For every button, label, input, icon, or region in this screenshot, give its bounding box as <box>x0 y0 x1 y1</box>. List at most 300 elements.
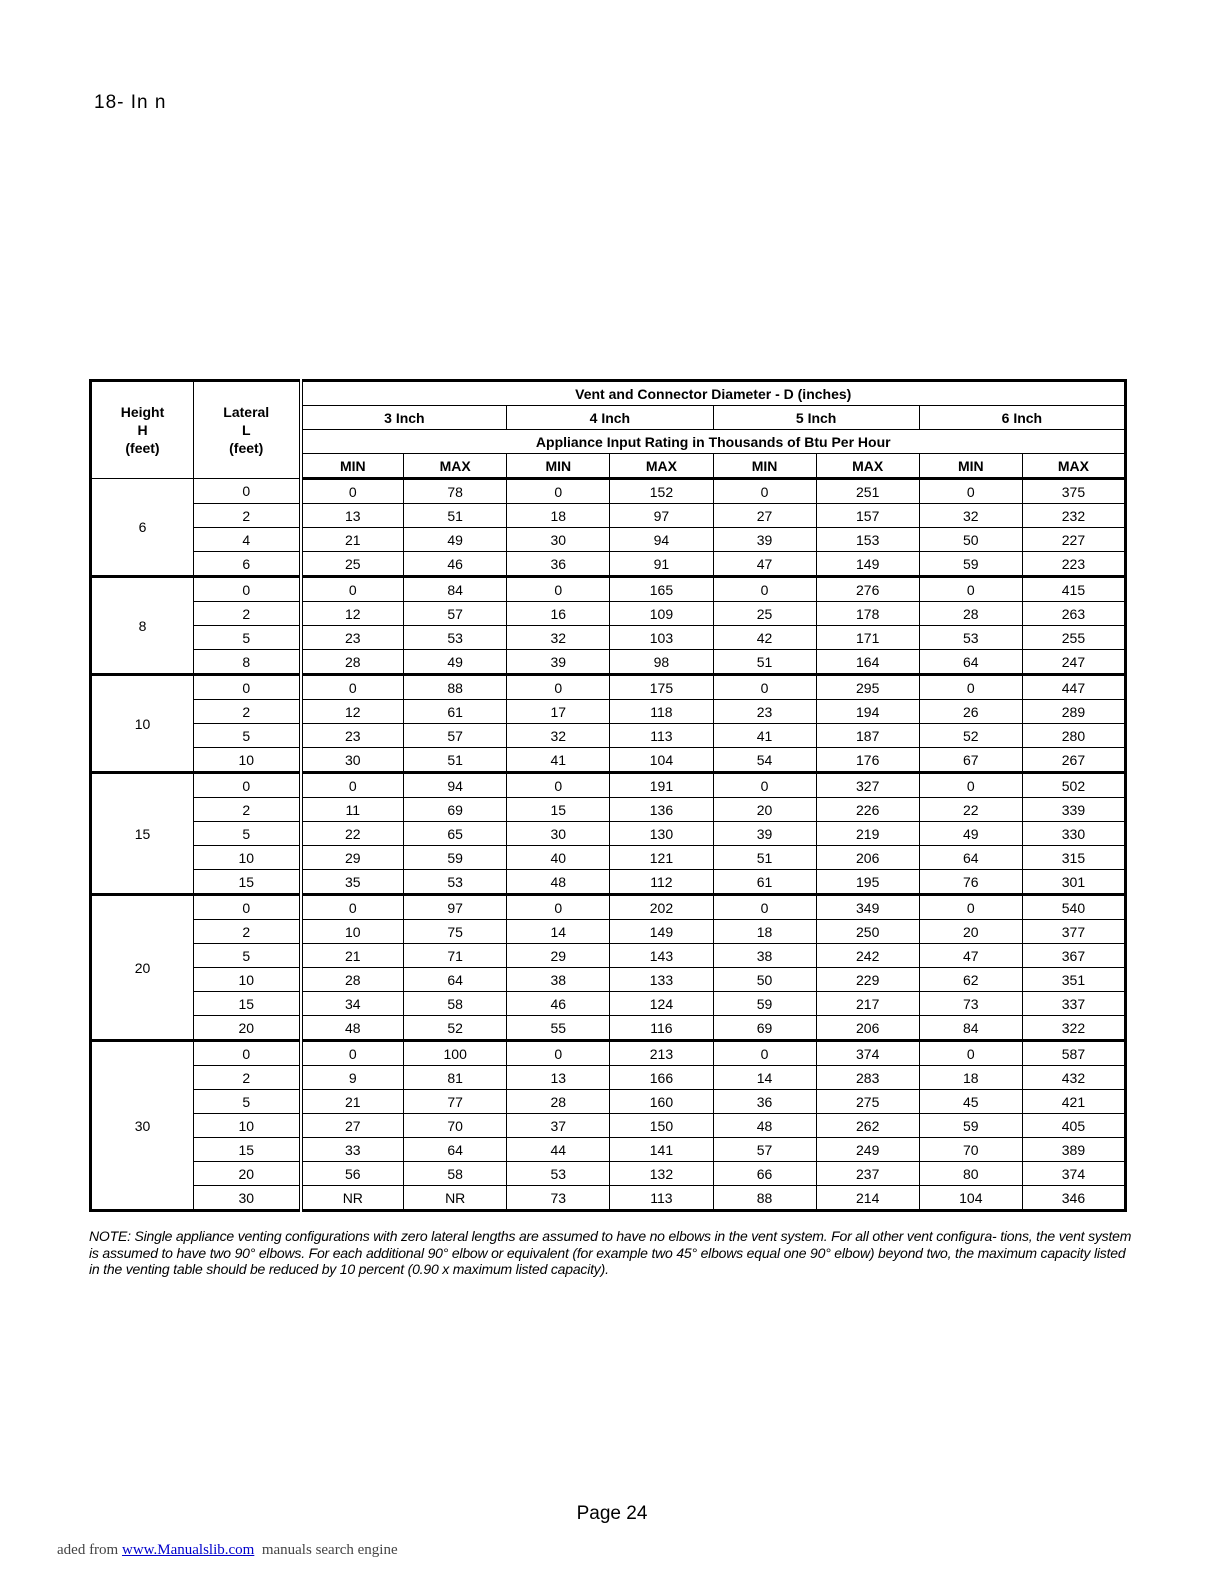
min-value: 0 <box>713 479 816 504</box>
height-value: 30 <box>91 1041 194 1211</box>
lateral-value: 5 <box>194 822 301 846</box>
min-value: 59 <box>919 552 1022 577</box>
table-row <box>91 724 1126 748</box>
min-value: 21 <box>301 1090 404 1114</box>
min-value: 53 <box>507 1162 610 1186</box>
max-value: 232 <box>1022 504 1125 528</box>
min-value: 0 <box>919 577 1022 602</box>
min-value: 45 <box>919 1090 1022 1114</box>
max-value: 176 <box>816 748 919 773</box>
max-value: 206 <box>816 846 919 870</box>
lateral-value: 10 <box>194 748 301 773</box>
lateral-value: 5 <box>194 1090 301 1114</box>
height-value: 8 <box>91 577 194 675</box>
min-value: 23 <box>301 724 404 748</box>
max-value: 49 <box>404 528 507 552</box>
max-value: 374 <box>1022 1162 1125 1186</box>
min-value: 54 <box>713 748 816 773</box>
min-value: 29 <box>301 846 404 870</box>
max-value: 227 <box>1022 528 1125 552</box>
rating-header: Appliance Input Rating in Thousands of Btu Per Hour <box>301 430 1126 454</box>
max-value: 202 <box>610 895 713 920</box>
lateral-value: 2 <box>194 798 301 822</box>
table-row <box>91 944 1126 968</box>
min-value: 39 <box>713 822 816 846</box>
max-value: 206 <box>816 1016 919 1041</box>
height-value: 6 <box>91 479 194 577</box>
lateral-value: 4 <box>194 528 301 552</box>
max-value: 88 <box>404 675 507 700</box>
lateral-value: 0 <box>194 895 301 920</box>
min-value: 28 <box>301 968 404 992</box>
min-value: 32 <box>507 724 610 748</box>
max-value: 58 <box>404 1162 507 1186</box>
max-value: 71 <box>404 944 507 968</box>
max-header: MAX <box>404 454 507 479</box>
max-value: 330 <box>1022 822 1125 846</box>
max-value: 250 <box>816 920 919 944</box>
table-row <box>91 1138 1126 1162</box>
max-value: 65 <box>404 822 507 846</box>
max-value: 315 <box>1022 846 1125 870</box>
max-value: 57 <box>404 602 507 626</box>
min-value: 49 <box>919 822 1022 846</box>
footer-prefix: aded from <box>57 1542 122 1558</box>
table-row <box>91 773 1126 798</box>
lateral-value: 2 <box>194 504 301 528</box>
max-value: 214 <box>816 1186 919 1211</box>
max-value: 116 <box>610 1016 713 1041</box>
table-row <box>91 1162 1126 1186</box>
min-value: 23 <box>713 700 816 724</box>
min-value: 39 <box>713 528 816 552</box>
min-value: 64 <box>919 650 1022 675</box>
table-row <box>91 1186 1126 1211</box>
diameter-6-inch: 6 Inch <box>919 406 1125 430</box>
max-value: 166 <box>610 1066 713 1090</box>
min-value: 30 <box>301 748 404 773</box>
min-value: 35 <box>301 870 404 895</box>
lateral-value: 30 <box>194 1186 301 1211</box>
max-value: 349 <box>816 895 919 920</box>
min-value: 51 <box>713 846 816 870</box>
min-value: 14 <box>713 1066 816 1090</box>
min-value: 16 <box>507 602 610 626</box>
lateral-value: 10 <box>194 846 301 870</box>
max-value: 165 <box>610 577 713 602</box>
min-value: 25 <box>301 552 404 577</box>
min-value: 46 <box>507 992 610 1016</box>
max-value: 249 <box>816 1138 919 1162</box>
min-value: 51 <box>713 650 816 675</box>
lateral-value: 2 <box>194 700 301 724</box>
diameter-3-inch: 3 Inch <box>301 406 507 430</box>
max-value: 64 <box>404 1138 507 1162</box>
max-value: 70 <box>404 1114 507 1138</box>
max-value: 195 <box>816 870 919 895</box>
table-row <box>91 920 1126 944</box>
min-value: 61 <box>713 870 816 895</box>
max-value: 283 <box>816 1066 919 1090</box>
min-value: 104 <box>919 1186 1022 1211</box>
table-row <box>91 992 1126 1016</box>
max-value: 502 <box>1022 773 1125 798</box>
venting-note: NOTE: Single appliance venting configurations with zero lateral lengths are assumed to have no elbows in the vent system. For all other vent configura- tions, the vent system is assumed to have two 90° elbows. For each additional 90° elbow or equivalent (for example two 45° elbows equal one 90° elbow) beyond two, the maximum capacity listed in the venting table should be reduced by 10 percent (0.90 x maximum listed capacity). <box>89 1228 1132 1277</box>
min-value: 48 <box>507 870 610 895</box>
min-value: 40 <box>507 846 610 870</box>
min-value: 0 <box>507 773 610 798</box>
max-value: 339 <box>1022 798 1125 822</box>
table-row <box>91 1041 1126 1066</box>
min-value: 33 <box>301 1138 404 1162</box>
min-value: 0 <box>507 577 610 602</box>
height-column-header: Height H (feet) <box>91 381 194 479</box>
max-value: 346 <box>1022 1186 1125 1211</box>
min-value: 0 <box>507 895 610 920</box>
max-value: 143 <box>610 944 713 968</box>
max-value: 61 <box>404 700 507 724</box>
lateral-value: 15 <box>194 992 301 1016</box>
lateral-value: 15 <box>194 870 301 895</box>
min-value: 12 <box>301 602 404 626</box>
min-value: 18 <box>713 920 816 944</box>
max-value: 237 <box>816 1162 919 1186</box>
height-value: 20 <box>91 895 194 1041</box>
min-value: 47 <box>713 552 816 577</box>
max-value: 175 <box>610 675 713 700</box>
min-value: 12 <box>301 700 404 724</box>
max-value: NR <box>404 1186 507 1211</box>
max-value: 157 <box>816 504 919 528</box>
height-value: 15 <box>91 773 194 895</box>
min-value: 70 <box>919 1138 1022 1162</box>
max-value: 219 <box>816 822 919 846</box>
table-row <box>91 700 1126 724</box>
min-value: 0 <box>919 773 1022 798</box>
table-row <box>91 846 1126 870</box>
max-value: 149 <box>610 920 713 944</box>
min-value: 21 <box>301 944 404 968</box>
min-value: 22 <box>919 798 1022 822</box>
max-value: 81 <box>404 1066 507 1090</box>
table-row <box>91 504 1126 528</box>
min-value: 80 <box>919 1162 1022 1186</box>
min-value: 73 <box>507 1186 610 1211</box>
min-value: 29 <box>507 944 610 968</box>
min-value: 41 <box>713 724 816 748</box>
table-row <box>91 895 1126 920</box>
min-value: 56 <box>301 1162 404 1186</box>
min-value: 28 <box>301 650 404 675</box>
min-value: 76 <box>919 870 1022 895</box>
table-row <box>91 968 1126 992</box>
lateral-value: 2 <box>194 602 301 626</box>
lateral-value: 0 <box>194 675 301 700</box>
max-value: 98 <box>610 650 713 675</box>
min-value: 14 <box>507 920 610 944</box>
min-value: NR <box>301 1186 404 1211</box>
min-value: 55 <box>507 1016 610 1041</box>
min-value: 0 <box>919 479 1022 504</box>
min-value: 66 <box>713 1162 816 1186</box>
lateral-value: 5 <box>194 626 301 650</box>
table-row <box>91 798 1126 822</box>
max-value: 229 <box>816 968 919 992</box>
lateral-value: 15 <box>194 1138 301 1162</box>
min-value: 0 <box>301 1041 404 1066</box>
min-value: 59 <box>713 992 816 1016</box>
max-value: 226 <box>816 798 919 822</box>
max-value: 276 <box>816 577 919 602</box>
max-value: 374 <box>816 1041 919 1066</box>
min-value: 50 <box>919 528 1022 552</box>
max-value: 213 <box>610 1041 713 1066</box>
max-value: 351 <box>1022 968 1125 992</box>
min-value: 18 <box>919 1066 1022 1090</box>
max-value: 104 <box>610 748 713 773</box>
max-value: 150 <box>610 1114 713 1138</box>
diameter-4-inch: 4 Inch <box>507 406 713 430</box>
min-value: 0 <box>301 895 404 920</box>
min-value: 9 <box>301 1066 404 1090</box>
max-value: 322 <box>1022 1016 1125 1041</box>
max-value: 263 <box>1022 602 1125 626</box>
max-value: 160 <box>610 1090 713 1114</box>
max-value: 301 <box>1022 870 1125 895</box>
height-value: 10 <box>91 675 194 773</box>
max-value: 69 <box>404 798 507 822</box>
lateral-value: 0 <box>194 479 301 504</box>
max-value: 132 <box>610 1162 713 1186</box>
min-header: MIN <box>301 454 404 479</box>
max-value: 94 <box>404 773 507 798</box>
table-row <box>91 479 1126 504</box>
lateral-value: 0 <box>194 1041 301 1066</box>
lateral-value: 8 <box>194 650 301 675</box>
lateral-column-header: Lateral L (feet) <box>194 381 301 479</box>
min-value: 67 <box>919 748 1022 773</box>
min-value: 36 <box>713 1090 816 1114</box>
min-value: 48 <box>301 1016 404 1041</box>
manualslib-link[interactable]: www.Manualslib.com <box>121 1542 255 1558</box>
min-value: 17 <box>507 700 610 724</box>
max-value: 251 <box>816 479 919 504</box>
min-value: 0 <box>301 479 404 504</box>
page-number: Page 24 <box>576 1503 648 1524</box>
lateral-value: 5 <box>194 944 301 968</box>
min-value: 11 <box>301 798 404 822</box>
max-value: 59 <box>404 846 507 870</box>
min-value: 0 <box>919 895 1022 920</box>
min-value: 37 <box>507 1114 610 1138</box>
page-header-text: 18- In n <box>94 92 167 113</box>
max-value: 113 <box>610 1186 713 1211</box>
table-row <box>91 1090 1126 1114</box>
max-value: 171 <box>816 626 919 650</box>
diameter-5-inch: 5 Inch <box>713 406 919 430</box>
max-value: 49 <box>404 650 507 675</box>
min-value: 39 <box>507 650 610 675</box>
min-value: 13 <box>301 504 404 528</box>
max-value: 53 <box>404 626 507 650</box>
max-header: MAX <box>610 454 713 479</box>
max-value: 247 <box>1022 650 1125 675</box>
lateral-value: 2 <box>194 1066 301 1090</box>
min-value: 69 <box>713 1016 816 1041</box>
min-value: 32 <box>507 626 610 650</box>
max-value: 75 <box>404 920 507 944</box>
lateral-value: 0 <box>194 773 301 798</box>
max-value: 57 <box>404 724 507 748</box>
max-value: 164 <box>816 650 919 675</box>
max-value: 141 <box>610 1138 713 1162</box>
min-value: 50 <box>713 968 816 992</box>
max-value: 242 <box>816 944 919 968</box>
min-value: 18 <box>507 504 610 528</box>
min-value: 57 <box>713 1138 816 1162</box>
lateral-value: 6 <box>194 552 301 577</box>
min-value: 34 <box>301 992 404 1016</box>
max-header: MAX <box>1022 454 1125 479</box>
max-value: 421 <box>1022 1090 1125 1114</box>
max-value: 152 <box>610 479 713 504</box>
min-value: 84 <box>919 1016 1022 1041</box>
min-value: 0 <box>919 1041 1022 1066</box>
max-value: 84 <box>404 577 507 602</box>
max-value: 53 <box>404 870 507 895</box>
min-value: 0 <box>713 895 816 920</box>
max-value: 289 <box>1022 700 1125 724</box>
footer-source <box>57 1542 398 1559</box>
min-header: MIN <box>713 454 816 479</box>
min-value: 0 <box>301 675 404 700</box>
min-value: 15 <box>507 798 610 822</box>
max-value: 97 <box>610 504 713 528</box>
max-value: 194 <box>816 700 919 724</box>
max-value: 103 <box>610 626 713 650</box>
table-row <box>91 1114 1126 1138</box>
max-value: 415 <box>1022 577 1125 602</box>
min-value: 48 <box>713 1114 816 1138</box>
max-value: 133 <box>610 968 713 992</box>
min-value: 21 <box>301 528 404 552</box>
max-value: 178 <box>816 602 919 626</box>
min-value: 26 <box>919 700 1022 724</box>
table-row <box>91 675 1126 700</box>
max-value: 130 <box>610 822 713 846</box>
max-value: 295 <box>816 675 919 700</box>
min-value: 42 <box>713 626 816 650</box>
lateral-value: 5 <box>194 724 301 748</box>
min-value: 0 <box>507 1041 610 1066</box>
max-value: 97 <box>404 895 507 920</box>
min-value: 0 <box>507 675 610 700</box>
max-value: 187 <box>816 724 919 748</box>
max-value: 280 <box>1022 724 1125 748</box>
max-value: 51 <box>404 748 507 773</box>
max-value: 447 <box>1022 675 1125 700</box>
min-value: 20 <box>919 920 1022 944</box>
table-row <box>91 552 1126 577</box>
min-value: 52 <box>919 724 1022 748</box>
max-value: 149 <box>816 552 919 577</box>
min-value: 20 <box>713 798 816 822</box>
max-value: 124 <box>610 992 713 1016</box>
max-value: 587 <box>1022 1041 1125 1066</box>
max-value: 58 <box>404 992 507 1016</box>
lateral-value: 10 <box>194 1114 301 1138</box>
lateral-value: 10 <box>194 968 301 992</box>
table-row <box>91 1066 1126 1090</box>
table-row <box>91 626 1126 650</box>
max-value: 405 <box>1022 1114 1125 1138</box>
min-value: 0 <box>301 577 404 602</box>
min-value: 38 <box>507 968 610 992</box>
max-value: 113 <box>610 724 713 748</box>
lateral-value: 2 <box>194 920 301 944</box>
min-value: 0 <box>713 1041 816 1066</box>
min-value: 41 <box>507 748 610 773</box>
max-value: 217 <box>816 992 919 1016</box>
min-value: 0 <box>301 773 404 798</box>
min-header: MIN <box>919 454 1022 479</box>
min-value: 0 <box>713 675 816 700</box>
venting-capacity-table <box>89 379 1127 1212</box>
max-value: 191 <box>610 773 713 798</box>
max-value: 94 <box>610 528 713 552</box>
min-value: 28 <box>919 602 1022 626</box>
table-row <box>91 748 1126 773</box>
max-value: 275 <box>816 1090 919 1114</box>
table-row <box>91 602 1126 626</box>
max-value: 337 <box>1022 992 1125 1016</box>
min-value: 36 <box>507 552 610 577</box>
min-value: 30 <box>507 822 610 846</box>
min-value: 73 <box>919 992 1022 1016</box>
lateral-value: 20 <box>194 1016 301 1041</box>
max-value: 100 <box>404 1041 507 1066</box>
footer-suffix: manuals search engine <box>254 1542 398 1558</box>
min-value: 64 <box>919 846 1022 870</box>
min-value: 38 <box>713 944 816 968</box>
max-value: 255 <box>1022 626 1125 650</box>
min-value: 27 <box>713 504 816 528</box>
max-value: 153 <box>816 528 919 552</box>
table-body <box>91 479 1126 1211</box>
min-value: 23 <box>301 626 404 650</box>
diameter-header: Vent and Connector Diameter - D (inches) <box>301 381 1126 406</box>
max-value: 64 <box>404 968 507 992</box>
max-value: 432 <box>1022 1066 1125 1090</box>
min-value: 59 <box>919 1114 1022 1138</box>
max-value: 136 <box>610 798 713 822</box>
max-value: 267 <box>1022 748 1125 773</box>
max-value: 118 <box>610 700 713 724</box>
table-row <box>91 822 1126 846</box>
table-row <box>91 577 1126 602</box>
max-value: 109 <box>610 602 713 626</box>
min-header: MIN <box>507 454 610 479</box>
max-value: 51 <box>404 504 507 528</box>
min-value: 32 <box>919 504 1022 528</box>
min-value: 0 <box>713 577 816 602</box>
max-value: 375 <box>1022 479 1125 504</box>
min-value: 47 <box>919 944 1022 968</box>
min-value: 28 <box>507 1090 610 1114</box>
min-value: 62 <box>919 968 1022 992</box>
min-value: 0 <box>507 479 610 504</box>
max-value: 91 <box>610 552 713 577</box>
